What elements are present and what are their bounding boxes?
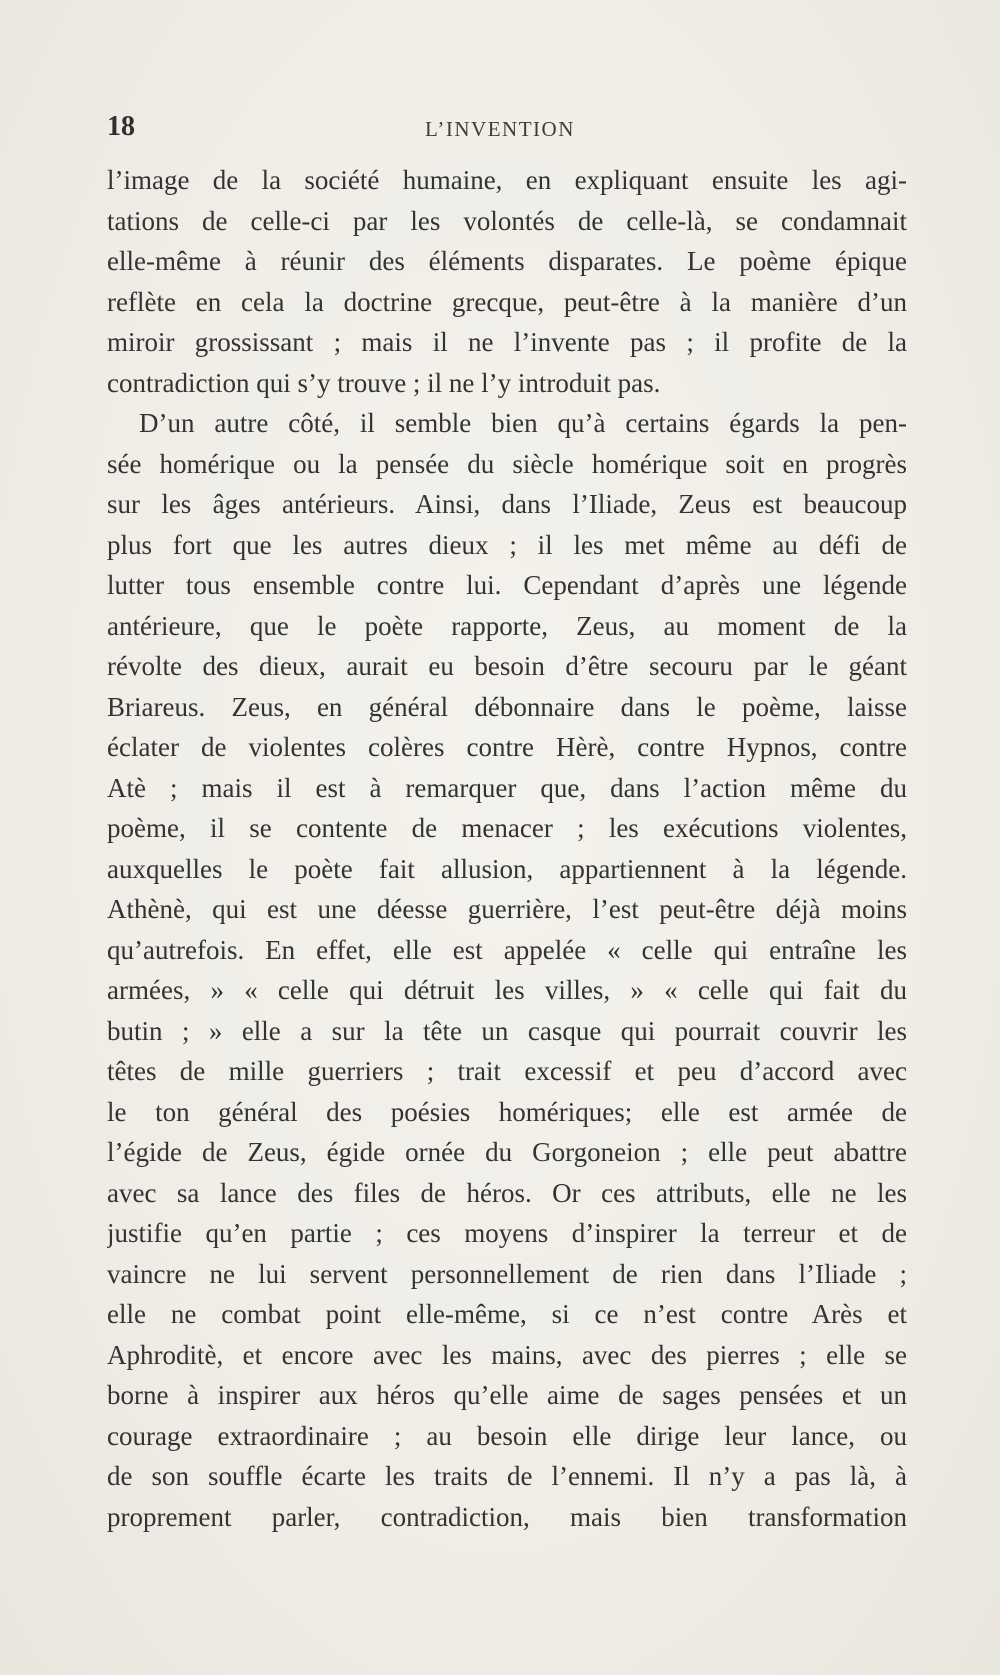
text-line: tations de celle-ci par les volontés de celle-là, se condamnait bbox=[107, 205, 907, 236]
text-line: plus fort que les autres dieux ; il les met même au défi de bbox=[107, 529, 907, 560]
text-line: Briareus. Zeus, en général débonnaire dans le poème, laisse bbox=[107, 691, 907, 722]
text-line: Athènè, qui est une déesse guerrière, l’est peut-être déjà moins bbox=[107, 894, 907, 924]
text-line: antérieure, que le poète rapporte, Zeus, au moment de la bbox=[107, 610, 907, 641]
body-text bbox=[107, 160, 907, 1537]
text-line: vaincre ne lui servent personnellement de rien dans l’Iliade ; bbox=[107, 1258, 907, 1289]
text-line: armées, » « celle qui détruit les villes, » « celle qui fait du bbox=[107, 975, 907, 1005]
text-line: reflète en cela la doctrine grecque, peut-être à la manière d’un bbox=[107, 286, 907, 317]
text-line: têtes de mille guerriers ; trait excessif et peu d’accord avec bbox=[107, 1056, 907, 1086]
text-line: elle ne combat point elle-même, si ce n’est contre Arès et bbox=[107, 1299, 907, 1329]
page-header bbox=[107, 111, 902, 147]
text-line: borne à inspirer aux héros qu’elle aime de sages pensées et un bbox=[107, 1380, 907, 1410]
text-line: courage extraordinaire ; au besoin elle dirige leur lance, ou bbox=[107, 1420, 907, 1451]
text-line: éclater de violentes colères contre Hèrè, contre Hypnos, contre bbox=[107, 732, 907, 762]
text-line: le ton général des poésies homériques; elle est armée de bbox=[107, 1096, 907, 1127]
text-line: D’un autre côté, il semble bien qu’à certains égards la pen- bbox=[139, 408, 907, 438]
text-line: révolte des dieux, aurait eu besoin d’être secouru par le géant bbox=[107, 651, 907, 681]
text-line: l’égide de Zeus, égide ornée du Gorgoneion ; elle peut abattre bbox=[107, 1137, 907, 1167]
text-line: elle-même à réunir des éléments disparates. Le poème épique bbox=[107, 246, 907, 276]
running-title: L’INVENTION bbox=[425, 117, 575, 141]
text-line: miroir grossissant ; mais il ne l’invente pas ; il profite de la bbox=[107, 327, 907, 357]
text-line: justifie qu’en partie ; ces moyens d’inspirer la terreur et de bbox=[107, 1218, 907, 1248]
text-line: poème, il se contente de menacer ; les exécutions violentes, bbox=[107, 813, 907, 843]
text-line: proprement parler, contradiction, mais bien transformation bbox=[107, 1501, 907, 1532]
page-number: 18 bbox=[107, 111, 135, 142]
text-line: sur les âges antérieurs. Ainsi, dans l’Iliade, Zeus est beaucoup bbox=[107, 489, 907, 519]
text-line: avec sa lance des files de héros. Or ces attributs, elle ne les bbox=[107, 1177, 907, 1208]
text-line: Atè ; mais il est à remarquer que, dans l’action même du bbox=[107, 772, 907, 803]
text-line: Aphroditè, et encore avec les mains, avec des pierres ; elle se bbox=[107, 1339, 907, 1370]
text-line: butin ; » elle a sur la tête un casque qui pourrait couvrir les bbox=[107, 1015, 907, 1046]
text-line: de son souffle écarte les traits de l’ennemi. Il n’y a pas là, à bbox=[107, 1461, 907, 1491]
text-line: sée homérique ou la pensée du siècle homérique soit en progrès bbox=[107, 448, 907, 479]
text-line: contradiction qui s’y trouve ; il ne l’y introduit pas. bbox=[107, 367, 661, 398]
text-line: auxquelles le poète fait allusion, appartiennent à la légende. bbox=[107, 853, 907, 884]
text-line: lutter tous ensemble contre lui. Cependant d’après une légende bbox=[107, 570, 907, 600]
text-line: qu’autrefois. En effet, elle est appelée « celle qui entraîne les bbox=[107, 934, 907, 965]
text-line: l’image de la société humaine, en expliquant ensuite les agi- bbox=[107, 165, 907, 195]
